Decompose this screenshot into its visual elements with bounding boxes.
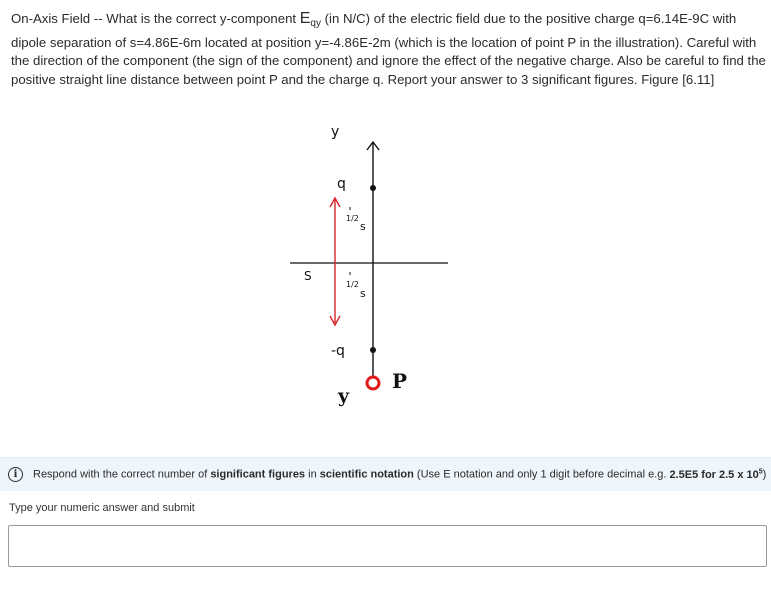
hint-exponent: 5 [758,468,763,476]
q-top-label: q [337,176,346,192]
dipole-illustration [280,115,480,415]
answer-prompt: Type your numeric answer and submit [9,502,195,514]
question-text [11,10,767,89]
y-bottom-label: y [338,385,350,407]
e-field-symbol: $E_{qy}$ [299,10,321,29]
negative-charge-dot [370,347,376,353]
q-bottom-label: -q [331,343,345,359]
hint-text: Respond with the correct number of significant figures in scientific notation (Use E notation and only 1 digit before decimal e.g. 2.5E5 for 2.5 x $10^5$) [33,468,767,481]
e-field-subscript: qy [310,18,321,29]
point-p-marker [367,377,379,389]
half-s-bottom-label: s [360,287,366,300]
question-part1: On-Axis Field -- What is the correct y-component [11,11,300,26]
answer-input[interactable] [8,525,767,567]
question-part2: (in N/C) of the electric field due to the positive charge q=6.14E-9C with dipole separation of s=4.86E-6m located at position y=-4.86E-2m (which is the location of point P in the illustration). Careful with the direction of the component (the sign of the component) and ignore the effect of the negative charge. Also be careful to find the positive straight line distance between point P and the charge q. Report your answer to 3 significant figures. Figure [6.11] [11,11,766,87]
point-p-label: P [392,369,408,393]
positive-charge-dot [370,185,376,191]
dipole-figure [280,115,480,415]
hint-banner [0,457,771,491]
half-fraction-bottom: 1/2 [346,280,359,289]
half-fraction-top: 1/2 [346,214,359,223]
y-axis-top-label: y [331,124,340,140]
info-icon: i [8,467,23,482]
s-label: S [304,269,312,283]
half-s-top-label: s [360,220,366,233]
